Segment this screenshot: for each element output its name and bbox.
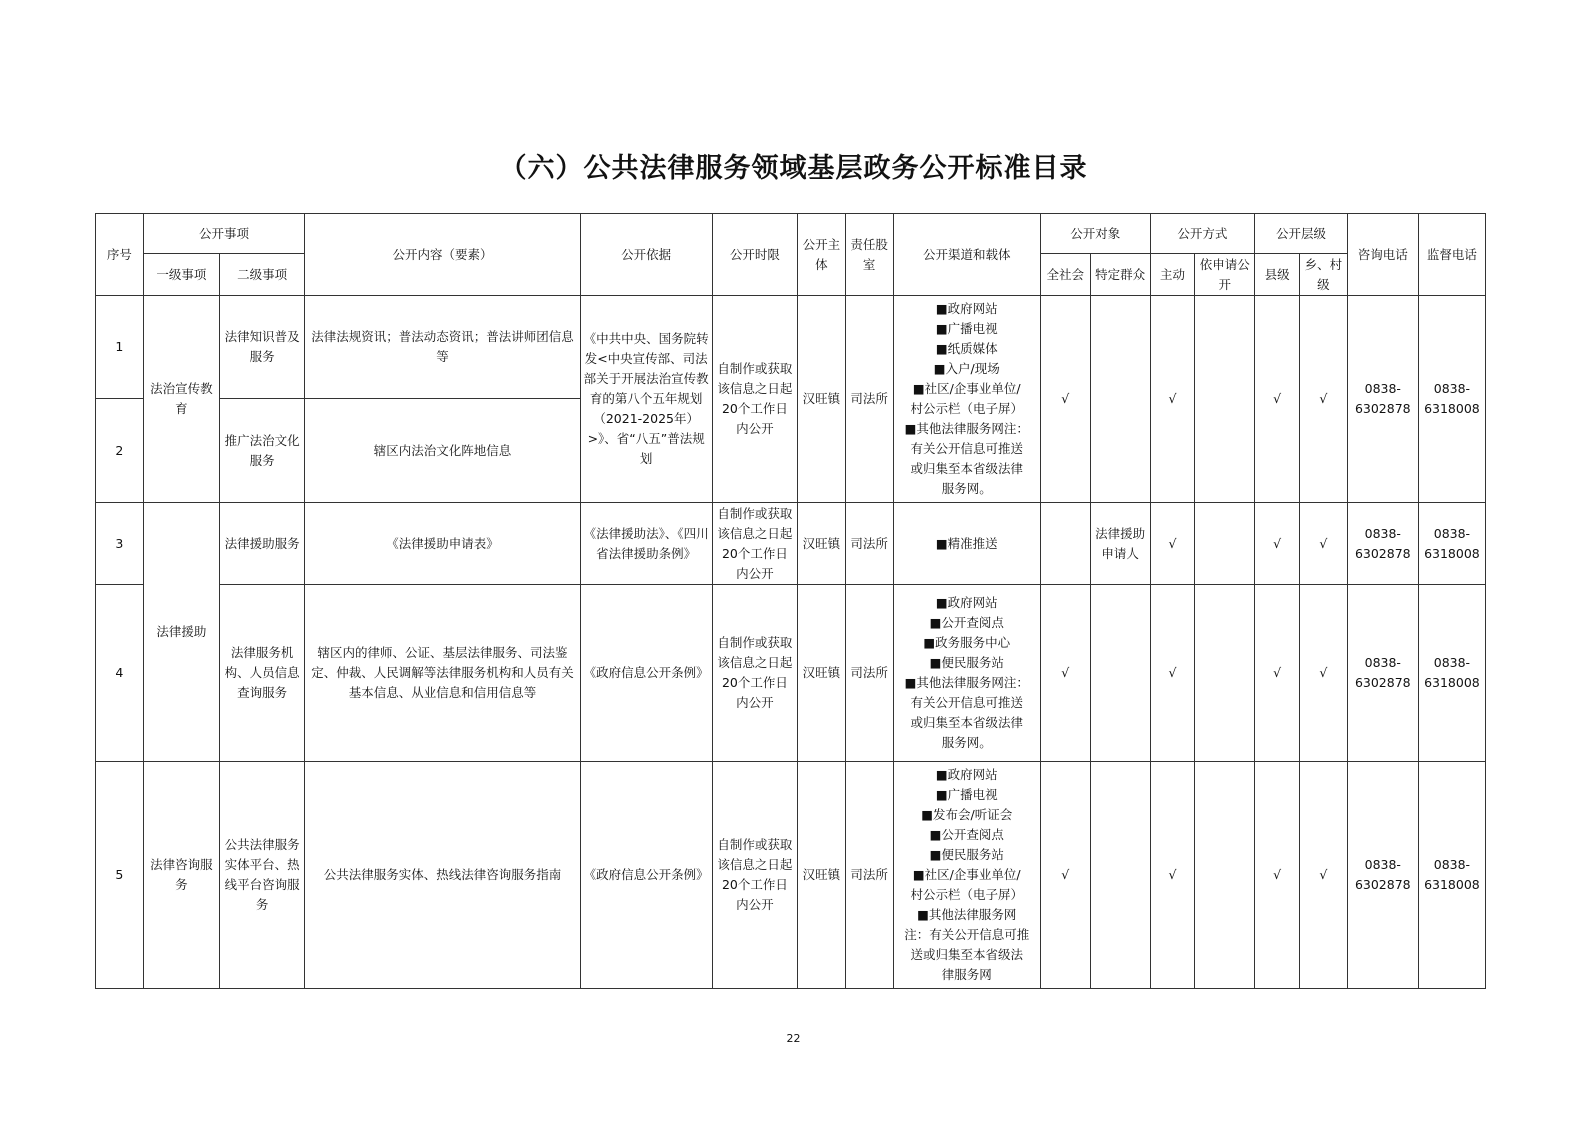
header-tier-county: 县级: [1255, 254, 1300, 296]
header-basis: 公开依据: [580, 214, 712, 296]
target-all-check: [1040, 503, 1090, 585]
header-row-1: [96, 214, 1486, 254]
header-method: 公开方式: [1150, 214, 1255, 254]
channel-line: ■政府网站: [935, 301, 998, 316]
channel-line: ■便民服务站: [929, 655, 1004, 670]
method-active-check: √: [1150, 585, 1195, 762]
header-level1: 一级事项: [143, 254, 219, 296]
channel-line: ■其他法律服务网注：: [904, 675, 1029, 690]
header-level2: 二级事项: [219, 254, 304, 296]
tier-town-check: √: [1299, 762, 1347, 989]
channel-cell: [893, 296, 1040, 503]
target-specific-cell: [1090, 296, 1150, 503]
channel-line: ■政府网站: [935, 595, 998, 610]
consult-phone-cell: 0838-6302878: [1347, 296, 1418, 503]
table-row: [96, 585, 1486, 762]
header-matter: 公开事项: [143, 214, 305, 254]
method-request-cell: [1195, 762, 1255, 989]
supervise-phone-cell: 0838-6318008: [1418, 585, 1485, 762]
level1-cell: 法律咨询服务: [143, 762, 219, 989]
channel-line: ■广播电视: [935, 321, 998, 336]
header-department: 责任股室: [845, 214, 893, 296]
channel-line: ■纸质媒体: [935, 341, 998, 356]
seq-cell: 2: [96, 399, 144, 503]
channel-line: ■发布会/听证会: [921, 807, 1013, 822]
department-cell: 司法所: [845, 503, 893, 585]
seq-cell: 5: [96, 762, 144, 989]
channel-line: 或归集至本省级法律: [910, 461, 1023, 476]
channel-line: 村公示栏（电子屏）: [910, 887, 1023, 902]
subject-cell: 汉旺镇: [798, 296, 846, 503]
level2-cell: 法律知识普及服务: [219, 296, 304, 399]
method-request-cell: [1195, 585, 1255, 762]
channel-line: ■入户/现场: [933, 361, 1000, 376]
channel-line: ■其他法律服务网注：: [904, 421, 1029, 436]
page-title: （六）公共法律服务领域基层政务公开标准目录: [499, 153, 1088, 184]
tier-county-check: √: [1255, 503, 1300, 585]
level1-cell: 法治宣传教育: [143, 296, 219, 503]
header-content: 公开内容（要素）: [305, 214, 580, 296]
header-tier-town: 乡、村级: [1299, 254, 1347, 296]
tier-town-check: √: [1299, 585, 1347, 762]
tier-county-check: √: [1255, 585, 1300, 762]
consult-phone-cell: 0838-6302878: [1347, 503, 1418, 585]
supervise-phone-cell: 0838-6318008: [1418, 503, 1485, 585]
target-specific-cell: [1090, 762, 1150, 989]
level2-cell: 法律服务机构、人员信息查询服务: [219, 585, 304, 762]
channel-line: 服务网。: [941, 735, 992, 750]
time-limit-cell: 自制作或获取该信息之日起20个工作日内公开: [712, 762, 797, 989]
channel-line: ■便民服务站: [929, 847, 1004, 862]
tier-county-check: √: [1255, 762, 1300, 989]
channel-line: ■公开查阅点: [929, 615, 1004, 630]
header-subject: 公开主体: [798, 214, 846, 296]
channel-line: ■政务服务中心: [923, 635, 1011, 650]
disclosure-catalog-table: [95, 213, 1486, 989]
tier-county-check: √: [1255, 296, 1300, 503]
time-limit-cell: 自制作或获取该信息之日起20个工作日内公开: [712, 585, 797, 762]
header-method-active: 主动: [1150, 254, 1195, 296]
header-channel: 公开渠道和载体: [893, 214, 1040, 296]
channel-line: ■广播电视: [935, 787, 998, 802]
supervise-phone-cell: 0838-6318008: [1418, 762, 1485, 989]
level2-cell: 公共法律服务实体平台、热线平台咨询服务: [219, 762, 304, 989]
subject-cell: 汉旺镇: [798, 503, 846, 585]
level2-cell: 推广法治文化服务: [219, 399, 304, 503]
target-all-check: √: [1040, 296, 1090, 503]
method-request-cell: [1195, 296, 1255, 503]
method-active-check: √: [1150, 503, 1195, 585]
channel-cell: [893, 503, 1040, 585]
channel-line: 服务网。: [941, 481, 992, 496]
tier-town-check: √: [1299, 503, 1347, 585]
subject-cell: 汉旺镇: [798, 585, 846, 762]
seq-cell: 4: [96, 585, 144, 762]
consult-phone-cell: 0838-6302878: [1347, 585, 1418, 762]
tier-town-check: √: [1299, 296, 1347, 503]
table-row: [96, 296, 1486, 399]
subject-cell: 汉旺镇: [798, 762, 846, 989]
department-cell: 司法所: [845, 585, 893, 762]
channel-line: 有关公开信息可推送: [910, 695, 1023, 710]
channel-line: 注：有关公开信息可推: [904, 927, 1030, 942]
method-active-check: √: [1150, 762, 1195, 989]
channel-line: ■社区/企事业单位/: [912, 867, 1021, 882]
channel-line: 律服务网: [941, 967, 992, 982]
channel-line: ■其他法律服务网: [917, 907, 1017, 922]
basis-cell: 《政府信息公开条例》: [580, 762, 712, 989]
header-target-all: 全社会: [1040, 254, 1090, 296]
method-active-check: √: [1150, 296, 1195, 503]
table-row: [96, 503, 1486, 585]
basis-cell: 《中共中央、国务院转发<中央宣传部、司法部关于开展法治宣传教育的第八个五年规划（2021-2025年）>》、省“八五”普法规划: [580, 296, 712, 503]
time-limit-cell: 自制作或获取该信息之日起20个工作日内公开: [712, 503, 797, 585]
target-all-check: √: [1040, 585, 1090, 762]
channel-line: ■精准推送: [935, 535, 998, 551]
channel-line: ■公开查阅点: [929, 827, 1004, 842]
header-method-request: 依申请公开: [1195, 254, 1255, 296]
channel-cell: [893, 762, 1040, 989]
content-cell: 辖区内的律师、公证、基层法律服务、司法鉴定、仲裁、人民调解等法律服务机构和人员有关基本信息、从业信息和信用信息等: [305, 585, 580, 762]
method-request-cell: [1195, 503, 1255, 585]
target-all-check: √: [1040, 762, 1090, 989]
level2-cell: 法律援助服务: [219, 503, 304, 585]
department-cell: 司法所: [845, 296, 893, 503]
header-target: 公开对象: [1040, 214, 1150, 254]
header-tier: 公开层级: [1255, 214, 1347, 254]
page-number: 22: [786, 1032, 801, 1045]
header-consult-phone: 咨询电话: [1347, 214, 1418, 296]
consult-phone-cell: 0838-6302878: [1347, 762, 1418, 989]
header-target-specific: 特定群众: [1090, 254, 1150, 296]
content-cell: 法律法规资讯；普法动态资讯；普法讲师团信息等: [305, 296, 580, 399]
channel-line: 有关公开信息可推送: [910, 441, 1023, 456]
channel-cell: [893, 585, 1040, 762]
target-specific-cell: 法律援助申请人: [1090, 503, 1150, 585]
channel-line: ■社区/企事业单位/: [912, 381, 1021, 396]
basis-cell: 《政府信息公开条例》: [580, 585, 712, 762]
basis-cell: 《法律援助法》、《四川省法律援助条例》: [580, 503, 712, 585]
header-supervise-phone: 监督电话: [1418, 214, 1485, 296]
table-row: [96, 762, 1486, 989]
channel-line: ■政府网站: [935, 767, 998, 782]
content-cell: 辖区内法治文化阵地信息: [305, 399, 580, 503]
department-cell: 司法所: [845, 762, 893, 989]
level1-cell: 法律援助: [143, 503, 219, 762]
seq-cell: 1: [96, 296, 144, 399]
supervise-phone-cell: 0838-6318008: [1418, 296, 1485, 503]
content-cell: 《法律援助申请表》: [305, 503, 580, 585]
header-seq: 序号: [96, 214, 144, 296]
target-specific-cell: [1090, 585, 1150, 762]
channel-line: 村公示栏（电子屏）: [910, 401, 1023, 416]
content-cell: 公共法律服务实体、热线法律咨询服务指南: [305, 762, 580, 989]
header-time-limit: 公开时限: [712, 214, 797, 296]
seq-cell: 3: [96, 503, 144, 585]
channel-line: 送或归集至本省级法: [910, 947, 1023, 962]
channel-line: 或归集至本省级法律: [910, 715, 1023, 730]
time-limit-cell: 自制作或获取该信息之日起20个工作日内公开: [712, 296, 797, 503]
